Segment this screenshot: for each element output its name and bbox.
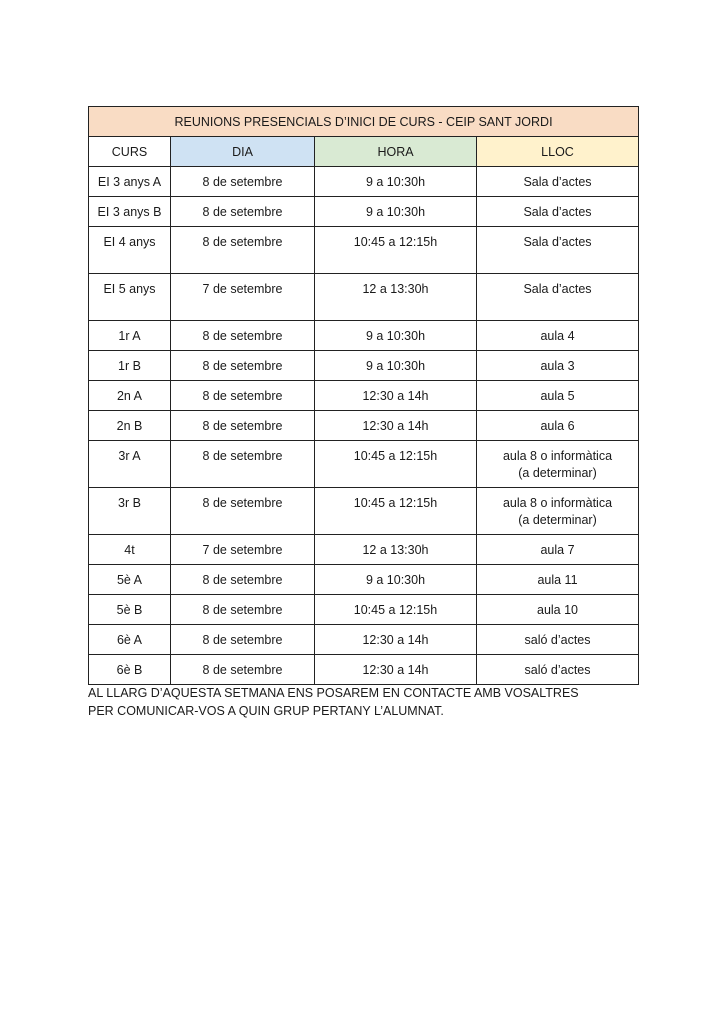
- table-row: [89, 167, 639, 197]
- cell-curs-text: 1r B: [118, 359, 141, 373]
- cell-dia: [171, 411, 315, 441]
- cell-dia: [171, 197, 315, 227]
- table-title: REUNIONS PRESENCIALS D’INICI DE CURS - CEIP SANT JORDI: [89, 107, 639, 137]
- cell-dia-text: 7 de setembre: [202, 543, 283, 557]
- cell-hora-text: 12 a 13:30h: [362, 282, 429, 296]
- cell-lloc-text: saló d’actes: [524, 663, 591, 677]
- header-lloc: LLOC: [477, 137, 639, 167]
- cell-dia: [171, 381, 315, 411]
- cell-dia-text: 8 de setembre: [202, 496, 283, 510]
- cell-lloc-text: aula 11: [537, 573, 578, 587]
- table-row: [89, 351, 639, 381]
- cell-lloc-text: aula 8 o informàtica: [502, 496, 613, 510]
- cell-hora: [315, 321, 477, 351]
- cell-lloc-note: (a determinar): [518, 513, 597, 527]
- cell-hora: [315, 625, 477, 655]
- cell-lloc-note: (a determinar): [518, 466, 597, 480]
- table-row: [89, 227, 639, 274]
- cell-hora: [315, 197, 477, 227]
- cell-lloc-text: aula 7: [540, 543, 575, 557]
- cell-dia-text: 8 de setembre: [202, 449, 283, 463]
- cell-lloc-text: aula 6: [540, 419, 575, 433]
- cell-curs: [89, 381, 171, 411]
- cell-curs: [89, 441, 171, 488]
- cell-hora: [315, 411, 477, 441]
- cell-curs: [89, 351, 171, 381]
- cell-hora-text: 10:45 a 12:15h: [353, 449, 438, 463]
- cell-curs-text: EI 4 anys: [103, 235, 156, 249]
- footer-note: [88, 684, 648, 720]
- cell-lloc: [477, 625, 639, 655]
- cell-lloc: [477, 565, 639, 595]
- cell-curs: [89, 535, 171, 565]
- cell-lloc: [477, 441, 639, 488]
- cell-hora-text: 12 a 13:30h: [362, 543, 429, 557]
- cell-curs-text: EI 5 anys: [103, 282, 156, 296]
- cell-lloc-text: aula 4: [540, 329, 575, 343]
- footer-note-line2: PER COMUNICAR-VOS A QUIN GRUP PERTANY L’ALUMNAT.: [88, 704, 444, 718]
- header-curs: CURS: [89, 137, 171, 167]
- cell-dia: [171, 274, 315, 321]
- cell-hora: [315, 535, 477, 565]
- cell-dia: [171, 488, 315, 535]
- cell-lloc-text: saló d’actes: [524, 633, 591, 647]
- cell-hora-text: 12:30 a 14h: [362, 663, 429, 677]
- cell-dia: [171, 227, 315, 274]
- cell-dia-text: 8 de setembre: [202, 175, 283, 189]
- cell-curs: [89, 411, 171, 441]
- cell-lloc: [477, 411, 639, 441]
- cell-hora-text: 12:30 a 14h: [362, 633, 429, 647]
- header-hora: HORA: [315, 137, 477, 167]
- cell-hora-text: 10:45 a 12:15h: [353, 235, 438, 249]
- table-row: [89, 488, 639, 535]
- cell-dia-text: 8 de setembre: [202, 235, 283, 249]
- cell-lloc-text: aula 3: [540, 359, 575, 373]
- cell-hora-text: 9 a 10:30h: [365, 205, 426, 219]
- cell-curs-text: 1r A: [118, 329, 141, 343]
- cell-curs: [89, 655, 171, 685]
- cell-hora-text: 9 a 10:30h: [365, 175, 426, 189]
- cell-hora: [315, 351, 477, 381]
- cell-hora-text: 10:45 a 12:15h: [353, 496, 438, 510]
- cell-lloc-text: aula 10: [537, 603, 579, 617]
- cell-lloc-text: Sala d’actes: [523, 205, 592, 219]
- cell-dia-text: 8 de setembre: [202, 329, 283, 343]
- cell-curs-text: EI 3 anys A: [97, 175, 162, 189]
- cell-dia-text: 8 de setembre: [202, 205, 283, 219]
- cell-hora: [315, 167, 477, 197]
- cell-dia-text: 8 de setembre: [202, 359, 283, 373]
- table-row: [89, 535, 639, 565]
- cell-lloc: [477, 655, 639, 685]
- cell-dia: [171, 351, 315, 381]
- cell-lloc: [477, 535, 639, 565]
- cell-hora: [315, 655, 477, 685]
- cell-hora: [315, 488, 477, 535]
- schedule-table: [88, 106, 639, 685]
- cell-curs: [89, 227, 171, 274]
- cell-curs-text: 3r A: [118, 449, 141, 463]
- footer-note-line1: AL LLARG D’AQUESTA SETMANA ENS POSAREM EN CONTACTE AMB VOSALTRES: [88, 686, 579, 700]
- cell-lloc: [477, 488, 639, 535]
- table-row: [89, 411, 639, 441]
- cell-lloc: [477, 595, 639, 625]
- cell-curs-text: 5è B: [116, 603, 143, 617]
- cell-lloc-text: Sala d’actes: [523, 175, 592, 189]
- header-dia: DIA: [171, 137, 315, 167]
- cell-curs: [89, 488, 171, 535]
- cell-dia: [171, 625, 315, 655]
- cell-dia: [171, 167, 315, 197]
- cell-lloc: [477, 227, 639, 274]
- cell-curs: [89, 274, 171, 321]
- cell-curs-text: EI 3 anys B: [97, 205, 162, 219]
- cell-hora-text: 12:30 a 14h: [362, 389, 429, 403]
- cell-curs: [89, 321, 171, 351]
- table-row: [89, 595, 639, 625]
- cell-curs-text: 4t: [124, 543, 135, 557]
- cell-hora-text: 10:45 a 12:15h: [353, 603, 438, 617]
- table-row: [89, 441, 639, 488]
- cell-curs-text: 6è A: [116, 633, 143, 647]
- cell-dia: [171, 655, 315, 685]
- cell-hora-text: 9 a 10:30h: [365, 573, 426, 587]
- cell-hora: [315, 565, 477, 595]
- cell-lloc: [477, 274, 639, 321]
- cell-curs: [89, 197, 171, 227]
- cell-curs: [89, 565, 171, 595]
- cell-dia: [171, 565, 315, 595]
- cell-hora: [315, 441, 477, 488]
- cell-dia-text: 8 de setembre: [202, 633, 283, 647]
- cell-dia-text: 8 de setembre: [202, 419, 283, 433]
- table-row: [89, 625, 639, 655]
- cell-lloc: [477, 197, 639, 227]
- cell-hora: [315, 381, 477, 411]
- cell-dia: [171, 595, 315, 625]
- cell-lloc: [477, 381, 639, 411]
- cell-dia-text: 8 de setembre: [202, 389, 283, 403]
- cell-hora: [315, 274, 477, 321]
- cell-dia-text: 8 de setembre: [202, 663, 283, 677]
- cell-curs-text: 3r B: [118, 496, 141, 510]
- table-row: [89, 565, 639, 595]
- cell-hora-text: 9 a 10:30h: [365, 359, 426, 373]
- cell-lloc-text: Sala d’actes: [523, 282, 592, 296]
- cell-curs: [89, 167, 171, 197]
- cell-lloc-text: aula 8 o informàtica: [502, 449, 613, 463]
- table-row: [89, 197, 639, 227]
- table-row: [89, 274, 639, 321]
- table-row: [89, 381, 639, 411]
- cell-curs-text: 2n B: [116, 419, 143, 433]
- cell-hora: [315, 595, 477, 625]
- cell-dia: [171, 321, 315, 351]
- cell-lloc: [477, 167, 639, 197]
- cell-curs-text: 6è B: [116, 663, 143, 677]
- cell-lloc-text: aula 5: [540, 389, 575, 403]
- cell-hora: [315, 227, 477, 274]
- cell-curs: [89, 625, 171, 655]
- cell-curs-text: 5è A: [116, 573, 143, 587]
- cell-curs-text: 2n A: [116, 389, 143, 403]
- cell-curs: [89, 595, 171, 625]
- cell-hora-text: 12:30 a 14h: [362, 419, 429, 433]
- cell-dia-text: 8 de setembre: [202, 573, 283, 587]
- cell-lloc: [477, 321, 639, 351]
- cell-lloc: [477, 351, 639, 381]
- cell-dia: [171, 535, 315, 565]
- cell-lloc-text: Sala d’actes: [523, 235, 592, 249]
- cell-hora-text: 9 a 10:30h: [365, 329, 426, 343]
- table-row: [89, 655, 639, 685]
- cell-dia: [171, 441, 315, 488]
- cell-dia-text: 7 de setembre: [202, 282, 283, 296]
- table-row: [89, 321, 639, 351]
- cell-dia-text: 8 de setembre: [202, 603, 283, 617]
